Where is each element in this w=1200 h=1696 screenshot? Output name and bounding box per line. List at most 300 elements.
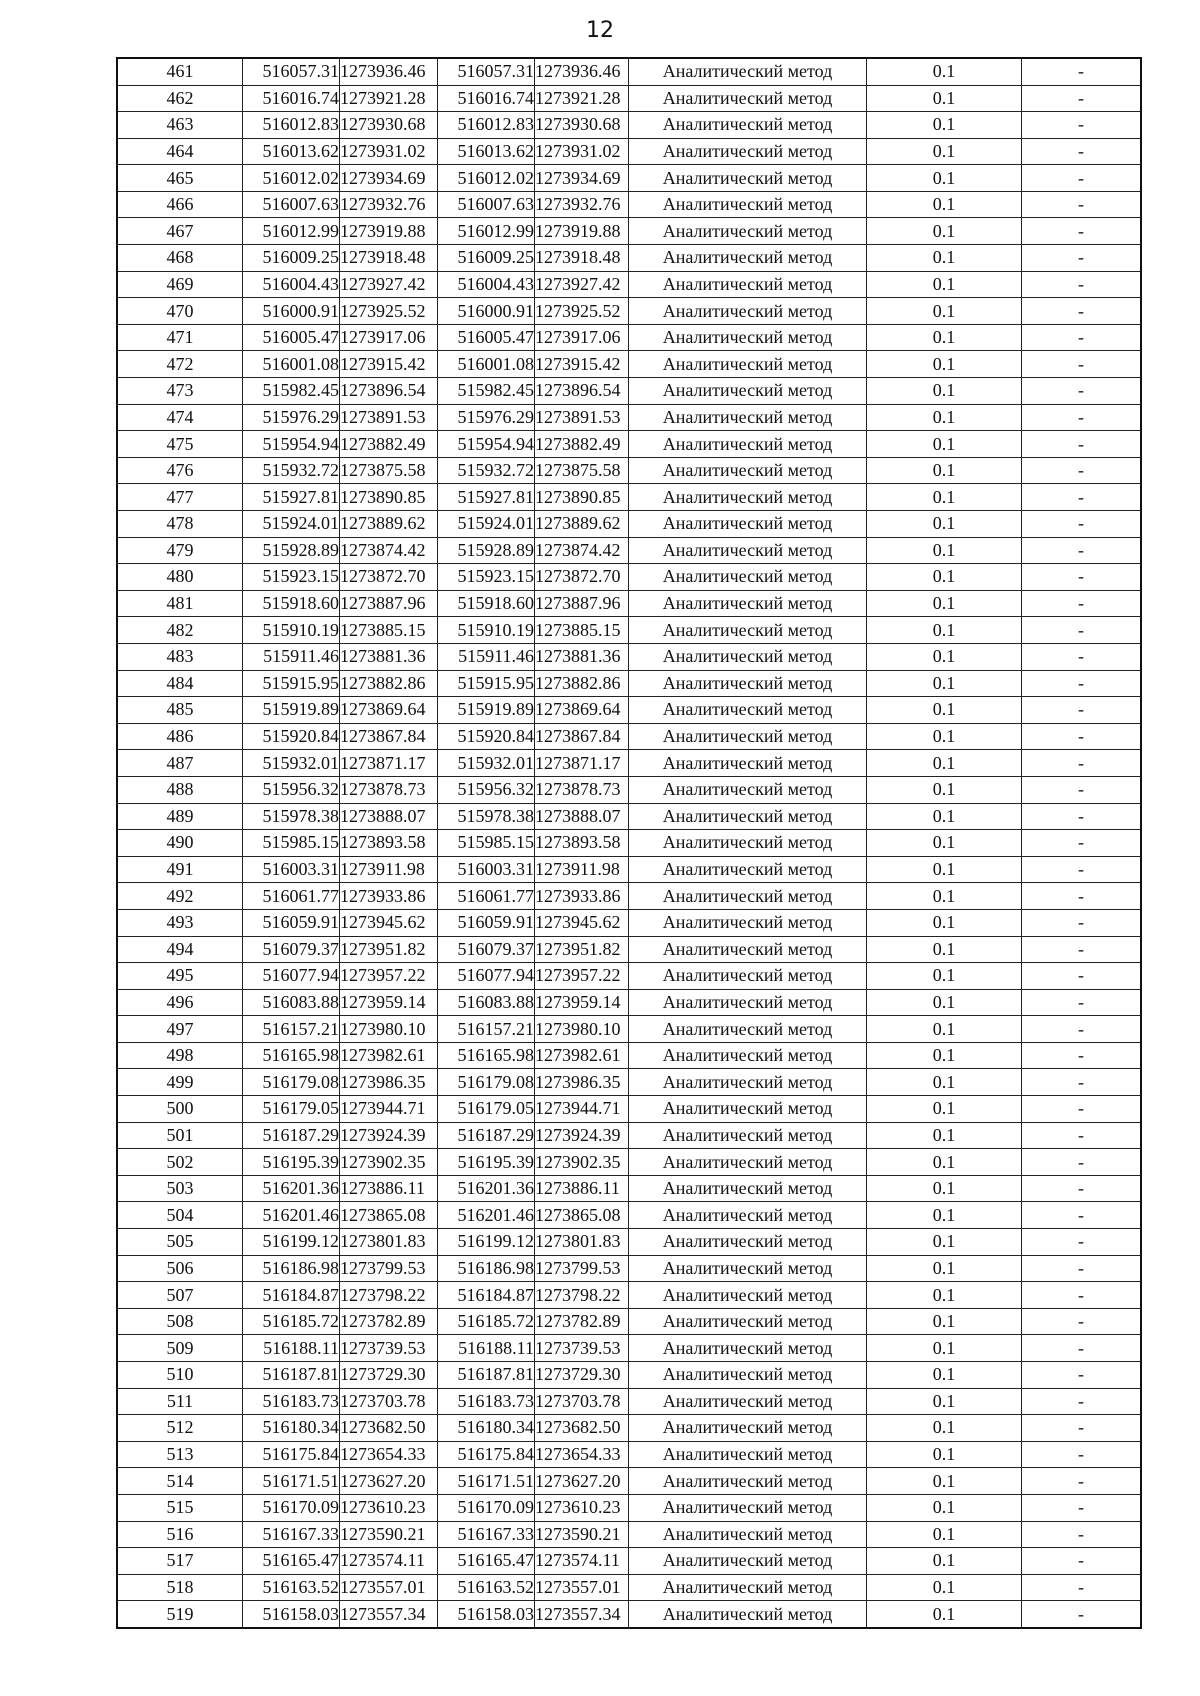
accuracy-cell: 0.1 <box>867 1069 1022 1096</box>
x-old-cell: 516188.11 <box>243 1335 340 1362</box>
y-new-cell: 1273902.35 <box>535 1149 629 1176</box>
note-cell: - <box>1022 245 1142 272</box>
y-new-cell: 1273874.42 <box>535 537 629 564</box>
x-new-cell: 516158.03 <box>438 1601 535 1628</box>
coordinates-table <box>116 57 1142 1629</box>
accuracy-cell: 0.1 <box>867 590 1022 617</box>
accuracy-cell: 0.1 <box>867 1042 1022 1069</box>
table-row <box>117 351 1141 378</box>
point-number-cell: 496 <box>117 989 243 1016</box>
accuracy-cell: 0.1 <box>867 723 1022 750</box>
note-cell: - <box>1022 378 1142 405</box>
method-cell: Аналитический метод <box>629 245 867 272</box>
y-old-cell: 1273886.11 <box>340 1175 438 1202</box>
point-number-cell: 461 <box>117 58 243 85</box>
note-cell: - <box>1022 85 1142 112</box>
method-cell: Аналитический метод <box>629 670 867 697</box>
method-cell: Аналитический метод <box>629 1149 867 1176</box>
y-new-cell: 1273887.96 <box>535 590 629 617</box>
accuracy-cell: 0.1 <box>867 1282 1022 1309</box>
x-old-cell: 516077.94 <box>243 963 340 990</box>
method-cell: Аналитический метод <box>629 643 867 670</box>
accuracy-cell: 0.1 <box>867 218 1022 245</box>
note-cell: - <box>1022 564 1142 591</box>
table-row <box>117 750 1141 777</box>
y-new-cell: 1273915.42 <box>535 351 629 378</box>
x-old-cell: 516157.21 <box>243 1016 340 1043</box>
y-old-cell: 1273869.64 <box>340 697 438 724</box>
point-number-cell: 497 <box>117 1016 243 1043</box>
y-old-cell: 1273945.62 <box>340 909 438 936</box>
table-row <box>117 803 1141 830</box>
x-old-cell: 516083.88 <box>243 989 340 1016</box>
method-cell: Аналитический метод <box>629 564 867 591</box>
table-row <box>117 378 1141 405</box>
method-cell: Аналитический метод <box>629 1601 867 1628</box>
accuracy-cell: 0.1 <box>867 1255 1022 1282</box>
note-cell: - <box>1022 963 1142 990</box>
table-row <box>117 1122 1141 1149</box>
note-cell: - <box>1022 1096 1142 1123</box>
x-new-cell: 516001.08 <box>438 351 535 378</box>
method-cell: Аналитический метод <box>629 830 867 857</box>
y-old-cell: 1273902.35 <box>340 1149 438 1176</box>
y-new-cell: 1273869.64 <box>535 697 629 724</box>
x-new-cell: 516016.74 <box>438 85 535 112</box>
note-cell: - <box>1022 617 1142 644</box>
table-row <box>117 1601 1141 1628</box>
y-new-cell: 1273627.20 <box>535 1468 629 1495</box>
point-number-cell: 510 <box>117 1362 243 1389</box>
x-new-cell: 516201.46 <box>438 1202 535 1229</box>
table-row <box>117 909 1141 936</box>
accuracy-cell: 0.1 <box>867 1388 1022 1415</box>
accuracy-cell: 0.1 <box>867 298 1022 325</box>
x-new-cell: 516201.36 <box>438 1175 535 1202</box>
table-row <box>117 1229 1141 1256</box>
point-number-cell: 482 <box>117 617 243 644</box>
y-new-cell: 1273875.58 <box>535 457 629 484</box>
x-old-cell: 515920.84 <box>243 723 340 750</box>
x-new-cell: 516183.73 <box>438 1388 535 1415</box>
x-new-cell: 516199.12 <box>438 1229 535 1256</box>
x-new-cell: 516000.91 <box>438 298 535 325</box>
y-new-cell: 1273896.54 <box>535 378 629 405</box>
point-number-cell: 487 <box>117 750 243 777</box>
x-old-cell: 516195.39 <box>243 1149 340 1176</box>
accuracy-cell: 0.1 <box>867 564 1022 591</box>
y-new-cell: 1273557.34 <box>535 1601 629 1628</box>
table-row <box>117 85 1141 112</box>
note-cell: - <box>1022 1521 1142 1548</box>
x-old-cell: 516183.73 <box>243 1388 340 1415</box>
y-old-cell: 1273889.62 <box>340 511 438 538</box>
accuracy-cell: 0.1 <box>867 58 1022 85</box>
y-new-cell: 1273927.42 <box>535 271 629 298</box>
note-cell: - <box>1022 1415 1142 1442</box>
point-number-cell: 472 <box>117 351 243 378</box>
method-cell: Аналитический метод <box>629 1548 867 1575</box>
x-old-cell: 516012.83 <box>243 112 340 139</box>
y-new-cell: 1273891.53 <box>535 404 629 431</box>
method-cell: Аналитический метод <box>629 191 867 218</box>
y-new-cell: 1273865.08 <box>535 1202 629 1229</box>
x-old-cell: 516167.33 <box>243 1521 340 1548</box>
table-row <box>117 1282 1141 1309</box>
x-old-cell: 516165.47 <box>243 1548 340 1575</box>
y-old-cell: 1273951.82 <box>340 936 438 963</box>
note-cell: - <box>1022 776 1142 803</box>
accuracy-cell: 0.1 <box>867 697 1022 724</box>
x-new-cell: 516184.87 <box>438 1282 535 1309</box>
note-cell: - <box>1022 271 1142 298</box>
method-cell: Аналитический метод <box>629 537 867 564</box>
x-old-cell: 515910.19 <box>243 617 340 644</box>
y-old-cell: 1273918.48 <box>340 245 438 272</box>
accuracy-cell: 0.1 <box>867 670 1022 697</box>
accuracy-cell: 0.1 <box>867 431 1022 458</box>
table-row <box>117 1308 1141 1335</box>
point-number-cell: 506 <box>117 1255 243 1282</box>
note-cell: - <box>1022 1229 1142 1256</box>
method-cell: Аналитический метод <box>629 1574 867 1601</box>
x-new-cell: 515924.01 <box>438 511 535 538</box>
note-cell: - <box>1022 936 1142 963</box>
x-new-cell: 516186.98 <box>438 1255 535 1282</box>
table-row <box>117 1202 1141 1229</box>
method-cell: Аналитический метод <box>629 936 867 963</box>
x-old-cell: 516004.43 <box>243 271 340 298</box>
table-row <box>117 830 1141 857</box>
table-row <box>117 1149 1141 1176</box>
y-old-cell: 1273557.34 <box>340 1601 438 1628</box>
method-cell: Аналитический метод <box>629 1229 867 1256</box>
note-cell: - <box>1022 1548 1142 1575</box>
accuracy-cell: 0.1 <box>867 165 1022 192</box>
method-cell: Аналитический метод <box>629 457 867 484</box>
accuracy-cell: 0.1 <box>867 271 1022 298</box>
coordinates-table-body <box>117 58 1141 1628</box>
point-number-cell: 490 <box>117 830 243 857</box>
y-old-cell: 1273590.21 <box>340 1521 438 1548</box>
x-old-cell: 515982.45 <box>243 378 340 405</box>
note-cell: - <box>1022 1468 1142 1495</box>
point-number-cell: 511 <box>117 1388 243 1415</box>
x-old-cell: 515956.32 <box>243 776 340 803</box>
y-new-cell: 1273882.49 <box>535 431 629 458</box>
accuracy-cell: 0.1 <box>867 750 1022 777</box>
table-row <box>117 1415 1141 1442</box>
table-row <box>117 670 1141 697</box>
point-number-cell: 518 <box>117 1574 243 1601</box>
point-number-cell: 476 <box>117 457 243 484</box>
x-old-cell: 515978.38 <box>243 803 340 830</box>
note-cell: - <box>1022 191 1142 218</box>
x-old-cell: 516179.08 <box>243 1069 340 1096</box>
y-old-cell: 1273921.28 <box>340 85 438 112</box>
note-cell: - <box>1022 1282 1142 1309</box>
x-old-cell: 516163.52 <box>243 1574 340 1601</box>
point-number-cell: 485 <box>117 697 243 724</box>
x-new-cell: 516157.21 <box>438 1016 535 1043</box>
x-new-cell: 516180.34 <box>438 1415 535 1442</box>
point-number-cell: 513 <box>117 1441 243 1468</box>
table-row <box>117 1388 1141 1415</box>
x-new-cell: 516012.83 <box>438 112 535 139</box>
x-new-cell: 515956.32 <box>438 776 535 803</box>
note-cell: - <box>1022 165 1142 192</box>
accuracy-cell: 0.1 <box>867 191 1022 218</box>
accuracy-cell: 0.1 <box>867 112 1022 139</box>
x-new-cell: 516012.99 <box>438 218 535 245</box>
point-number-cell: 512 <box>117 1415 243 1442</box>
x-old-cell: 516009.25 <box>243 245 340 272</box>
point-number-cell: 491 <box>117 856 243 883</box>
table-row <box>117 1574 1141 1601</box>
point-number-cell: 471 <box>117 324 243 351</box>
point-number-cell: 508 <box>117 1308 243 1335</box>
method-cell: Аналитический метод <box>629 404 867 431</box>
method-cell: Аналитический метод <box>629 803 867 830</box>
method-cell: Аналитический метод <box>629 1388 867 1415</box>
table-row <box>117 989 1141 1016</box>
x-old-cell: 516158.03 <box>243 1601 340 1628</box>
note-cell: - <box>1022 1335 1142 1362</box>
method-cell: Аналитический метод <box>629 989 867 1016</box>
method-cell: Аналитический метод <box>629 1415 867 1442</box>
y-new-cell: 1273881.36 <box>535 643 629 670</box>
x-new-cell: 515985.15 <box>438 830 535 857</box>
x-old-cell: 516185.72 <box>243 1308 340 1335</box>
table-row <box>117 457 1141 484</box>
accuracy-cell: 0.1 <box>867 1494 1022 1521</box>
y-old-cell: 1273878.73 <box>340 776 438 803</box>
note-cell: - <box>1022 1149 1142 1176</box>
x-old-cell: 516179.05 <box>243 1096 340 1123</box>
point-number-cell: 495 <box>117 963 243 990</box>
y-old-cell: 1273865.08 <box>340 1202 438 1229</box>
x-old-cell: 515911.46 <box>243 643 340 670</box>
x-new-cell: 516175.84 <box>438 1441 535 1468</box>
method-cell: Аналитический метод <box>629 856 867 883</box>
y-new-cell: 1273590.21 <box>535 1521 629 1548</box>
page-number: 12 <box>586 18 614 43</box>
method-cell: Аналитический метод <box>629 431 867 458</box>
y-old-cell: 1273872.70 <box>340 564 438 591</box>
note-cell: - <box>1022 457 1142 484</box>
point-number-cell: 514 <box>117 1468 243 1495</box>
x-new-cell: 516009.25 <box>438 245 535 272</box>
x-new-cell: 516077.94 <box>438 963 535 990</box>
note-cell: - <box>1022 1042 1142 1069</box>
x-old-cell: 516012.02 <box>243 165 340 192</box>
point-number-cell: 494 <box>117 936 243 963</box>
table-row <box>117 1096 1141 1123</box>
x-new-cell: 515932.72 <box>438 457 535 484</box>
y-new-cell: 1273934.69 <box>535 165 629 192</box>
point-number-cell: 519 <box>117 1601 243 1628</box>
point-number-cell: 479 <box>117 537 243 564</box>
table-row <box>117 963 1141 990</box>
accuracy-cell: 0.1 <box>867 1521 1022 1548</box>
table-row <box>117 218 1141 245</box>
x-new-cell: 516179.05 <box>438 1096 535 1123</box>
method-cell: Аналитический метод <box>629 1042 867 1069</box>
x-old-cell: 515954.94 <box>243 431 340 458</box>
note-cell: - <box>1022 856 1142 883</box>
x-new-cell: 515923.15 <box>438 564 535 591</box>
table-row <box>117 271 1141 298</box>
x-old-cell: 516079.37 <box>243 936 340 963</box>
point-number-cell: 501 <box>117 1122 243 1149</box>
table-row <box>117 191 1141 218</box>
accuracy-cell: 0.1 <box>867 830 1022 857</box>
x-new-cell: 515932.01 <box>438 750 535 777</box>
x-new-cell: 516005.47 <box>438 324 535 351</box>
x-old-cell: 516000.91 <box>243 298 340 325</box>
point-number-cell: 515 <box>117 1494 243 1521</box>
note-cell: - <box>1022 138 1142 165</box>
note-cell: - <box>1022 1202 1142 1229</box>
x-old-cell: 516061.77 <box>243 883 340 910</box>
x-new-cell: 516171.51 <box>438 1468 535 1495</box>
point-number-cell: 489 <box>117 803 243 830</box>
note-cell: - <box>1022 1175 1142 1202</box>
x-old-cell: 515985.15 <box>243 830 340 857</box>
method-cell: Аналитический метод <box>629 1468 867 1495</box>
y-new-cell: 1273951.82 <box>535 936 629 963</box>
y-new-cell: 1273886.11 <box>535 1175 629 1202</box>
y-old-cell: 1273924.39 <box>340 1122 438 1149</box>
point-number-cell: 462 <box>117 85 243 112</box>
x-new-cell: 516165.98 <box>438 1042 535 1069</box>
point-number-cell: 486 <box>117 723 243 750</box>
y-old-cell: 1273930.68 <box>340 112 438 139</box>
point-number-cell: 500 <box>117 1096 243 1123</box>
y-new-cell: 1273917.06 <box>535 324 629 351</box>
x-old-cell: 516186.98 <box>243 1255 340 1282</box>
y-new-cell: 1273703.78 <box>535 1388 629 1415</box>
y-new-cell: 1273557.01 <box>535 1574 629 1601</box>
method-cell: Аналитический метод <box>629 697 867 724</box>
x-old-cell: 516187.29 <box>243 1122 340 1149</box>
table-row <box>117 484 1141 511</box>
y-old-cell: 1273874.42 <box>340 537 438 564</box>
y-new-cell: 1273890.85 <box>535 484 629 511</box>
accuracy-cell: 0.1 <box>867 803 1022 830</box>
y-old-cell: 1273798.22 <box>340 1282 438 1309</box>
method-cell: Аналитический метод <box>629 1282 867 1309</box>
method-cell: Аналитический метод <box>629 484 867 511</box>
y-new-cell: 1273924.39 <box>535 1122 629 1149</box>
accuracy-cell: 0.1 <box>867 378 1022 405</box>
table-row <box>117 1335 1141 1362</box>
x-new-cell: 516061.77 <box>438 883 535 910</box>
x-new-cell: 516165.47 <box>438 1548 535 1575</box>
note-cell: - <box>1022 750 1142 777</box>
x-new-cell: 515915.95 <box>438 670 535 697</box>
method-cell: Аналитический метод <box>629 1202 867 1229</box>
method-cell: Аналитический метод <box>629 511 867 538</box>
accuracy-cell: 0.1 <box>867 1415 1022 1442</box>
y-old-cell: 1273915.42 <box>340 351 438 378</box>
y-old-cell: 1273888.07 <box>340 803 438 830</box>
table-row <box>117 883 1141 910</box>
y-old-cell: 1273557.01 <box>340 1574 438 1601</box>
y-new-cell: 1273574.11 <box>535 1548 629 1575</box>
y-old-cell: 1273867.84 <box>340 723 438 750</box>
x-new-cell: 516188.11 <box>438 1335 535 1362</box>
table-row <box>117 1016 1141 1043</box>
x-new-cell: 515976.29 <box>438 404 535 431</box>
method-cell: Аналитический метод <box>629 112 867 139</box>
method-cell: Аналитический метод <box>629 963 867 990</box>
x-old-cell: 516016.74 <box>243 85 340 112</box>
x-old-cell: 516199.12 <box>243 1229 340 1256</box>
y-new-cell: 1273944.71 <box>535 1096 629 1123</box>
x-old-cell: 516184.87 <box>243 1282 340 1309</box>
note-cell: - <box>1022 112 1142 139</box>
x-old-cell: 516171.51 <box>243 1468 340 1495</box>
y-old-cell: 1273932.76 <box>340 191 438 218</box>
y-old-cell: 1273574.11 <box>340 1548 438 1575</box>
accuracy-cell: 0.1 <box>867 617 1022 644</box>
accuracy-cell: 0.1 <box>867 1175 1022 1202</box>
note-cell: - <box>1022 1362 1142 1389</box>
y-old-cell: 1273739.53 <box>340 1335 438 1362</box>
y-old-cell: 1273891.53 <box>340 404 438 431</box>
method-cell: Аналитический метод <box>629 378 867 405</box>
y-new-cell: 1273930.68 <box>535 112 629 139</box>
table-row <box>117 723 1141 750</box>
y-old-cell: 1273890.85 <box>340 484 438 511</box>
table-row <box>117 856 1141 883</box>
table-row <box>117 564 1141 591</box>
x-old-cell: 515923.15 <box>243 564 340 591</box>
note-cell: - <box>1022 1574 1142 1601</box>
table-row <box>117 1441 1141 1468</box>
y-new-cell: 1273610.23 <box>535 1494 629 1521</box>
y-old-cell: 1273959.14 <box>340 989 438 1016</box>
y-old-cell: 1273896.54 <box>340 378 438 405</box>
method-cell: Аналитический метод <box>629 165 867 192</box>
accuracy-cell: 0.1 <box>867 1468 1022 1495</box>
x-old-cell: 516175.84 <box>243 1441 340 1468</box>
note-cell: - <box>1022 989 1142 1016</box>
y-old-cell: 1273885.15 <box>340 617 438 644</box>
point-number-cell: 509 <box>117 1335 243 1362</box>
point-number-cell: 483 <box>117 643 243 670</box>
table-row <box>117 1521 1141 1548</box>
note-cell: - <box>1022 1601 1142 1628</box>
note-cell: - <box>1022 324 1142 351</box>
y-new-cell: 1273925.52 <box>535 298 629 325</box>
x-new-cell: 515928.89 <box>438 537 535 564</box>
x-new-cell: 516187.81 <box>438 1362 535 1389</box>
point-number-cell: 467 <box>117 218 243 245</box>
table-row <box>117 324 1141 351</box>
accuracy-cell: 0.1 <box>867 1149 1022 1176</box>
method-cell: Аналитический метод <box>629 1175 867 1202</box>
point-number-cell: 464 <box>117 138 243 165</box>
y-new-cell: 1273888.07 <box>535 803 629 830</box>
y-old-cell: 1273801.83 <box>340 1229 438 1256</box>
note-cell: - <box>1022 58 1142 85</box>
table-row <box>117 776 1141 803</box>
method-cell: Аналитический метод <box>629 1096 867 1123</box>
point-number-cell: 465 <box>117 165 243 192</box>
y-old-cell: 1273936.46 <box>340 58 438 85</box>
